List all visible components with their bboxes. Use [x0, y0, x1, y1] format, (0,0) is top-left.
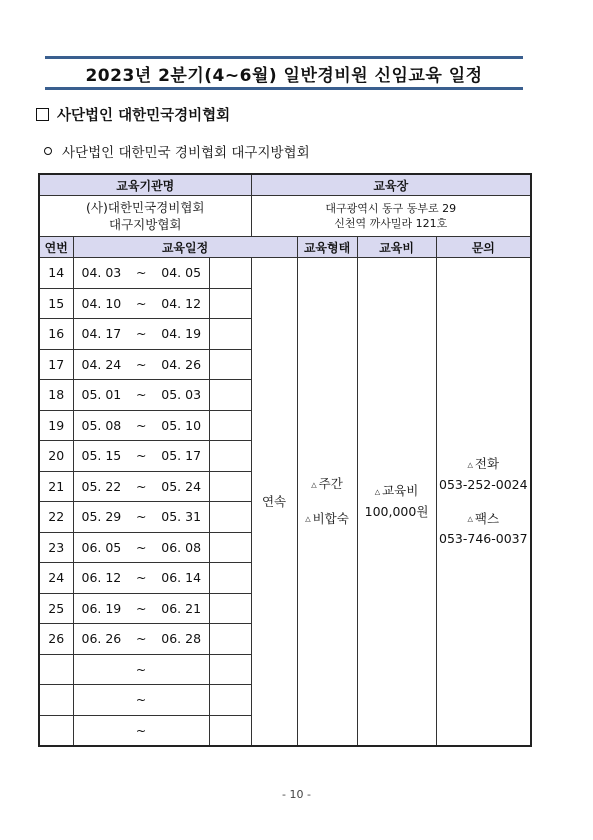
venue-line-2: 신천역 까사밀라 121호 — [334, 217, 448, 230]
end-date: 06. 14 — [161, 570, 202, 586]
row-number: 18 — [39, 380, 73, 411]
institution-line-1: (사)대한민국경비협회 — [86, 200, 205, 215]
start-date: 05. 29 — [81, 509, 122, 525]
venue-line-1: 대구광역시 동구 동부로 29 — [325, 202, 457, 215]
blank-cell — [209, 715, 251, 746]
start-date: 05. 01 — [81, 387, 122, 403]
row-number — [39, 654, 73, 685]
date-range — [73, 258, 209, 289]
blank-cell — [209, 288, 251, 319]
date-range — [73, 624, 209, 655]
end-date: 06. 21 — [161, 600, 202, 616]
tilde-separator: ~ — [136, 448, 147, 464]
fee-label: 교육비 — [382, 483, 419, 499]
duration-cell — [251, 258, 297, 747]
row-number: 21 — [39, 471, 73, 502]
empty-date-range — [73, 654, 209, 685]
tilde-separator: ~ — [136, 265, 147, 281]
triangle-bullet-icon: △ — [374, 487, 381, 496]
tilde-separator: ~ — [135, 722, 147, 738]
date-range — [73, 319, 209, 350]
start-date: 06. 26 — [81, 631, 122, 647]
circle-bullet-icon — [44, 147, 52, 155]
tilde-separator: ~ — [136, 295, 147, 311]
phone-value: 053-252-0024 — [439, 476, 528, 492]
triangle-bullet-icon: △ — [467, 515, 473, 523]
tilde-separator: ~ — [136, 539, 147, 555]
end-date: 05. 03 — [161, 387, 202, 403]
contact-cell — [436, 258, 531, 747]
empty-date-range — [73, 685, 209, 716]
row-number: 17 — [39, 349, 73, 380]
header-venue: 교육장 — [251, 174, 531, 196]
date-range — [73, 532, 209, 563]
row-number: 19 — [39, 410, 73, 441]
blank-cell — [209, 685, 251, 716]
blank-cell — [209, 654, 251, 685]
empty-date-range — [73, 715, 209, 746]
end-date: 05. 24 — [161, 478, 202, 494]
table-info-row — [39, 196, 531, 237]
start-date: 06. 19 — [81, 600, 122, 616]
tilde-separator: ~ — [136, 326, 147, 342]
date-range — [73, 471, 209, 502]
tilde-separator: ~ — [136, 417, 147, 433]
venue-cell — [251, 196, 531, 237]
triangle-bullet-icon: △ — [305, 515, 311, 523]
end-date: 06. 28 — [161, 631, 202, 647]
start-date: 04. 24 — [81, 356, 122, 372]
blank-cell — [209, 441, 251, 472]
blank-cell — [209, 349, 251, 380]
blank-cell — [209, 563, 251, 594]
table-header-row-2 — [39, 237, 531, 258]
row-number: 26 — [39, 624, 73, 655]
header-contact: 문의 — [436, 237, 531, 258]
section-heading — [36, 104, 230, 125]
tilde-separator: ~ — [136, 509, 147, 525]
institution-line-2: 대구지방협회 — [109, 217, 182, 232]
square-bullet-icon — [36, 108, 49, 121]
form-cell — [297, 258, 357, 747]
end-date: 05. 17 — [161, 448, 202, 464]
start-date: 05. 08 — [81, 417, 122, 433]
form-2: 비합숙 — [312, 510, 349, 526]
date-range — [73, 593, 209, 624]
fee-cell — [357, 258, 436, 747]
subsection-heading — [44, 141, 310, 161]
date-range — [73, 563, 209, 594]
row-number — [39, 715, 73, 746]
document-title: 2023년 2분기(4~6월) 일반경비원 신임교육 일정 — [85, 65, 483, 86]
row-number — [39, 685, 73, 716]
tilde-separator: ~ — [135, 692, 147, 708]
row-number: 24 — [39, 563, 73, 594]
row-number: 14 — [39, 258, 73, 289]
tilde-separator: ~ — [136, 478, 147, 494]
tilde-separator: ~ — [136, 570, 147, 586]
row-number: 15 — [39, 288, 73, 319]
start-date: 06. 12 — [81, 570, 122, 586]
row-number: 25 — [39, 593, 73, 624]
blank-cell — [209, 319, 251, 350]
fee-value: 100,000원 — [364, 503, 429, 519]
end-date: 04. 12 — [161, 295, 202, 311]
date-range — [73, 380, 209, 411]
start-date: 04. 10 — [81, 295, 122, 311]
blank-cell — [209, 502, 251, 533]
subsection-heading-text: 사단법인 대한민국 경비협회 대구지방협회 — [62, 145, 310, 161]
blank-cell — [209, 380, 251, 411]
tilde-separator: ~ — [136, 631, 147, 647]
form-1: 주간 — [318, 476, 343, 491]
header-number: 연번 — [39, 237, 73, 258]
blank-cell — [209, 471, 251, 502]
institution-cell — [39, 196, 251, 237]
fax-value: 053-746-0037 — [439, 531, 528, 546]
row-number: 23 — [39, 532, 73, 563]
header-form: 교육형태 — [297, 237, 357, 258]
date-range — [73, 410, 209, 441]
date-range — [73, 288, 209, 319]
duration-text: 연속 — [261, 493, 287, 509]
blank-cell — [209, 410, 251, 441]
document-title-bar — [45, 56, 523, 90]
triangle-bullet-icon: △ — [467, 460, 473, 469]
page-number: - 10 - — [282, 788, 311, 801]
phone-label: 전화 — [474, 456, 500, 471]
tilde-separator: ~ — [136, 356, 147, 372]
date-range — [73, 441, 209, 472]
end-date: 05. 10 — [161, 417, 202, 433]
header-schedule: 교육일정 — [73, 237, 297, 258]
blank-cell — [209, 624, 251, 655]
fax-label: 팩스 — [474, 510, 500, 526]
date-range — [73, 349, 209, 380]
date-range — [73, 502, 209, 533]
schedule-table — [38, 173, 532, 747]
row-number: 16 — [39, 319, 73, 350]
table-row — [39, 258, 531, 289]
blank-cell — [209, 258, 251, 289]
header-fee: 교육비 — [357, 237, 436, 258]
end-date: 04. 05 — [161, 265, 202, 281]
end-date: 05. 31 — [161, 509, 202, 525]
end-date: 06. 08 — [161, 539, 202, 555]
start-date: 04. 17 — [81, 326, 122, 342]
start-date: 05. 15 — [81, 448, 122, 464]
triangle-bullet-icon: △ — [311, 480, 317, 489]
tilde-separator: ~ — [136, 600, 147, 616]
start-date: 04. 03 — [81, 265, 122, 281]
blank-cell — [209, 593, 251, 624]
section-heading-text: 사단법인 대한민국경비협회 — [57, 108, 231, 124]
start-date: 05. 22 — [81, 478, 122, 494]
table-header-row-1 — [39, 174, 531, 196]
header-institution: 교육기관명 — [39, 174, 251, 196]
tilde-separator: ~ — [135, 661, 147, 677]
end-date: 04. 19 — [161, 326, 202, 342]
end-date: 04. 26 — [161, 356, 202, 372]
tilde-separator: ~ — [136, 387, 147, 403]
row-number: 20 — [39, 441, 73, 472]
start-date: 06. 05 — [81, 539, 122, 555]
blank-cell — [209, 532, 251, 563]
row-number: 22 — [39, 502, 73, 533]
